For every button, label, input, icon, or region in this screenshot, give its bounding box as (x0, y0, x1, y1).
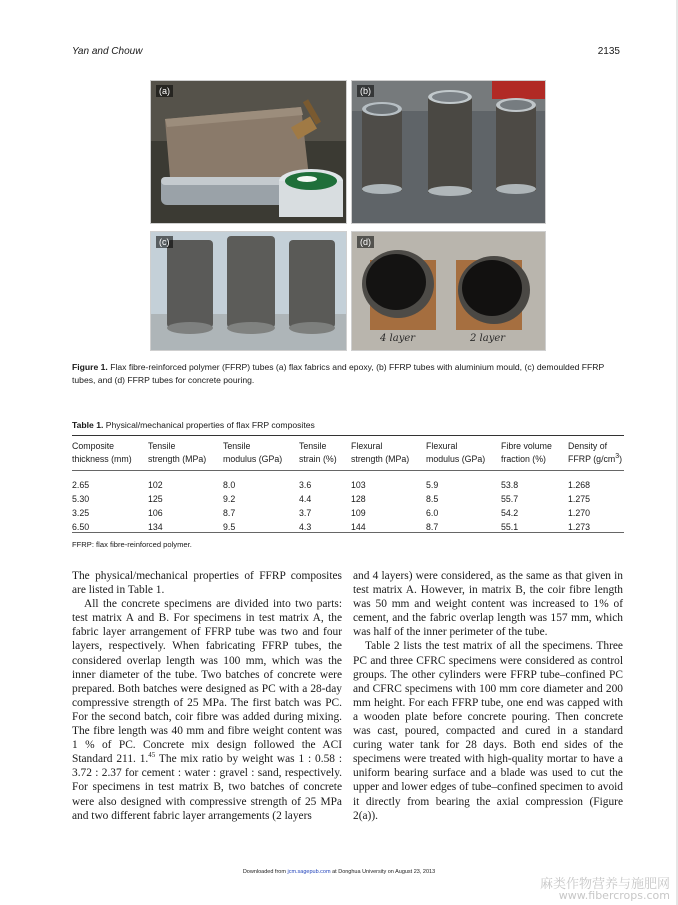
figure-caption-text: Flax fibre-reinforced polymer (FFRP) tubes (a) flax fabrics and epoxy, (b) FFRP tubes with aluminium mould, (c) demoulded FFRP tubes, and (d) FFRP tubes for concrete pouring. (72, 362, 605, 385)
running-header-authors: Yan and Chouw (72, 46, 143, 57)
paragraph: All the concrete specimens are divided into two parts: test matrix A and B. For specimens in test matrix A, the fabric layer arrangement of FFRP tube was two and four layers, respectively. When fabricating FFRP tubes, the considered overlap length was 100 mm, which was the inner diameter of the tube. Two batches of concrete were prepared. Both batches were designed as PC with a 28-day compressive strength of 25 MPa. The first batch was PC. For the second batch, coir fibre was added during mixing. The fibre length was 40 mm and fibre weight content was 1 % of PC. Concrete mix design followed the ACI Standard 211. 1.45 The mix ratio by weight was 1 : 0.58 : 3.72 : 2.37 for cement : water : gravel : sand, respectively. For specimens in test matrix B, two batches of concrete were also designed with compressive strength of 25 MPa and two different fabric layer arrangements (2 layers (72, 598, 342, 822)
panel-label-a: (a) (156, 85, 173, 97)
download-footer: Downloaded from jcm.sagepub.com at Donghua University on August 23, 2013 (242, 869, 436, 875)
table-row: 3.25 106 8.7 3.7 109 6.0 54.2 1.270 (72, 507, 591, 518)
column-header: Composite thickness (mm) (72, 441, 132, 464)
photo-flax-fabrics-and-epoxy (151, 81, 346, 223)
table-title-label: Table 1. (72, 420, 104, 430)
paragraph: and 4 layers) were considered, as the same as that given in test matrix A. However, in matrix B, the coir fibre length was 50 mm and weight content was increased to 1% of cement, and the fabric overlap length was 157 mm, which was half of the inner perimeter of the tube. (353, 570, 623, 639)
photo-demoulded-ffrp-tubes (151, 232, 346, 350)
paragraph: Table 2 lists the test matrix of all the specimens. Three PC and three CFRC specimens were considered as control groups. The other cylinders were FFRP tube–confined PC and CFRC specimens with 100 mm core diameter and 200 mm height. For each FFRP tube, one end was capped with a wooden plate before concrete pouring. Then concrete was cast, poured, compacted and cured in a standard curing water tank for 28 days. Both end sides of the specimens were treated with high-quality mortar to have a uniform bearing surface and a blade was used to cut the upper and lower edges of tube–confined specimen to avoid it directly from bearing the axial compression (Figure 2(a)). (353, 640, 623, 822)
figure-panel-a (150, 80, 347, 224)
panel-label-b: (b) (357, 85, 374, 97)
column-header: Tensile strength (MPa) (148, 441, 207, 464)
body-column-left (72, 569, 342, 823)
column-header: Tensile modulus (GPa) (223, 441, 283, 464)
annotation-4-layer: 4 layer (380, 333, 416, 344)
figure-panel-b (351, 80, 546, 224)
table-row: 2.65 102 8.0 3.6 103 5.9 53.8 1.268 (72, 479, 591, 490)
column-header: Fibre volume fraction (%) (501, 441, 552, 464)
page-number: 2135 (597, 46, 620, 57)
journal-link[interactable]: jcm.sagepub.com (287, 869, 331, 875)
figure-caption-label: Figure 1. (72, 362, 108, 372)
column-header: Flexural modulus (GPa) (426, 441, 486, 464)
body-column-right (353, 569, 623, 823)
figure-panel-c (150, 231, 347, 351)
column-header: Tensile strain (%) (299, 441, 337, 464)
column-header: Density of FFRP $(g/cm^3)$ (568, 441, 623, 464)
figure-caption (72, 361, 628, 387)
figure-panel-d (351, 231, 546, 351)
annotation-2-layer: 2 layer (470, 333, 506, 344)
table-footnote: FFRP: flax fibre-reinforced polymer. (72, 540, 192, 549)
table-title (72, 420, 315, 430)
paragraph: The physical/mechanical properties of FFRP composites are listed in Table 1. (72, 570, 342, 597)
reference-superscript: 45 (148, 751, 156, 760)
properties-table (72, 440, 624, 534)
watermark-url: www.fibercrops.com (558, 889, 670, 902)
watermark-chinese: 麻类作物营养与施肥网 (539, 877, 670, 892)
table-top-rule (72, 435, 624, 436)
photo-ffrp-tubes-with-aluminium-mould (352, 81, 545, 223)
panel-label-c: (c) (156, 236, 173, 248)
table-row: 6.50 134 9.5 4.3 144 8.7 55.1 1.273 (72, 521, 591, 532)
panel-label-d: (d) (357, 236, 374, 248)
table-title-text: Physical/mechanical properties of flax FRP composites (105, 420, 315, 430)
table-header-row (72, 440, 624, 472)
table-row: 5.30 125 9.2 4.4 128 8.5 55.7 1.275 (72, 493, 591, 504)
column-header: Flexural strength (MPa) (351, 441, 410, 464)
